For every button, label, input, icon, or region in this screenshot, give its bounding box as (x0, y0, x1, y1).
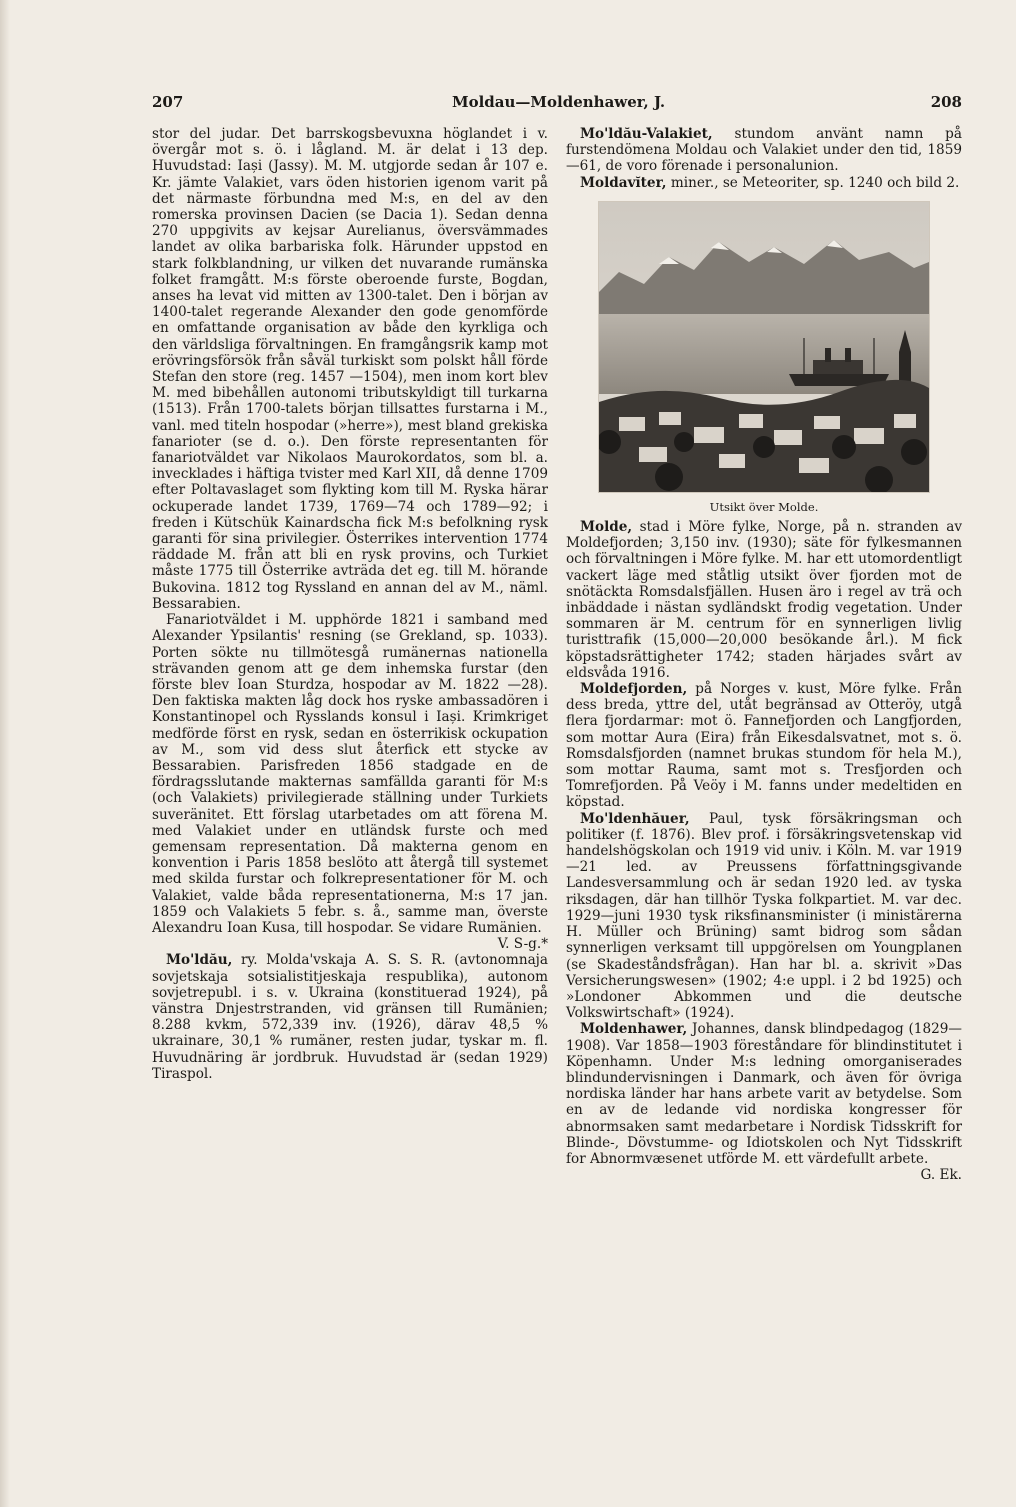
left-column (152, 126, 548, 1082)
page-number-left: 207 (152, 93, 184, 111)
fanariot-text: Fanariotväldet i M. upphörde 1821 i samband med Alexander Ypsilantis' resning (se Grekland, sp. 1033). Porten sökte nu tillmötesgå rumänernas nationella strävanden genom att ge dem inhemska furstar (den förste blev Ioan Sturdza, hospodar av M. 1822 —28). Den faktiska makten låg dock hos ryske ambassadören i Konstantinopel och Rysslands konsul i Iași. Krimkriget medförde först en rysk, sedan en österrikisk ockupation av M., som vid dess slut återfick ett stycke av Bessarabien. Parisfreden 1856 stadgade en de fördragsslutande makternas samfällda garanti för M:s (och Valakiets) privilegierade ställning under Turkiets suveränitet. Ett förslag utarbetades om att förena M. med Valakiet under en utländsk furste och med gemensam representation. Då makterna genom en konvention i Paris 1858 beslöto att återgå till systemet med skilda furstar och folkrepresentationer för M. och Valakiet, valde båda representationerna, M:s 17 jan. 1859 och Valakiets 5 febr. s. å., samme man, överste Alexandru Ioan Kusa, till hospodar. Se vidare Rumänien. (152, 612, 548, 936)
entry-text: miner., se Meteoriter, sp. 1240 och bild 2. (670, 174, 960, 191)
entry-headword: Moldefjorden, (580, 681, 688, 698)
page-edge (0, 0, 10, 1507)
entry-moldaviter (566, 175, 962, 191)
entry-moldau-assr (152, 952, 548, 1082)
molde-photo (598, 201, 930, 493)
entry-headword: Mo'ldenhăuer, (580, 810, 690, 827)
author-signature: V. S-g.* (497, 936, 548, 953)
moldau-history-text: stor del judar. Det barrskogsbevuxna höglandet i v. övergår mot s. ö. i lågland. M. är delat i 13 dep. Huvudstad: Iași (Jassy). M. M. utgjorde sedan år 107 e. Kr. jämte Valakiet, vars öden historien igenom varit på det närmaste förbundna med M:s, en del av den romerska provinsen Dacien (se Dacia 1). Sedan denna 270 uppgivits av kejsar Aurelianus, översvämmades landet av olika barbariska folk. Härunder uppstod en stark folkblandning, ur vilken det nuvarande rumänska folket framgått. M:s förste oberoende furste, Bogdan, anses ha levat vid mitten av 1300-talet. Den i början av 1400-talet regerande Alexander den gode genomförde en omfattande organisation av både den kyrkliga och den världsliga förvaltningen. En framgångsrik kamp mot erövringsförsök från såväl turkiskt som polskt håll förde Stefan den store (reg. 1457 —1504), men inom kort blev M. med bibehållen autonomi tributskyldigt till turkarna (1513). Från 1700-talets början tillsattes furstarna i M., vanl. med titeln hospodar (»herre»), mest bland grekiska fanarioter (se d. o.). Den förste representanten för fanariotväldet var Nikolaos Maurokordatos, som bl. a. invecklades i häftiga tvister med Karl XII, då denne 1709 efter Poltavaslaget som flykting kom till M. Ryska härar ockuperade landet 1739, 1769—74 och 1789—92; i freden i Kütschük Kainardscha fick M:s befolkning rysk garanti för sina privilegier. Österrikes intervention 1774 räddade M. från att bli en rysk provins, och Turkiet måste 1775 till Österrike avträda det eg. till M. hörande Bukovina. 1812 tog Ryssland en annan del av M., näml. Bessarabien. (152, 126, 548, 612)
entry-headword: Moldavĭter, (580, 174, 667, 191)
entry-text: stundom använt namn på furstendömena Moldau och Valakiet under den tid, 1859—61, de voro förenade i personalunion. (566, 126, 962, 175)
right-column (566, 126, 962, 1183)
entry-molde (566, 519, 962, 681)
page-header (152, 93, 962, 117)
page-number-right: 208 (930, 93, 962, 111)
entry-text: ry. Molda'vskaja A. S. S. R. (avtonomnaja sovjetskaja sotsialistitjeskaja respublika), autonom sovjetrepubl. i s. v. Ukraina (konstituerad 1924), på vänstra Dnjestrstranden, vid gränsen till Rumänien; 8.288 kvkm, 572,339 inv. (1926), därav 48,5 % ukrainare, 30,1 % rumäner, resten judar, tyskar m. fl. Huvudnäring är jordbruk. Huvudstad är (sedan 1929) Tiraspol. (152, 952, 548, 1082)
entry-headword: Moldenhawer, (580, 1021, 688, 1038)
entry-headword: Mo'ldău-Valakiet, (580, 126, 713, 142)
fanariot-paragraph (152, 612, 548, 953)
entry-text: Johannes, dansk blindpedagog (1829—1908). Var 1858—1903 föreståndare för blindinstitutet i Köpenhamn. Under M:s ledning omorganiserades blindundervisningen i Danmark, och även för övriga nordiska länder har hans arbete varit av betydelse. Som en av de ledande vid nordiska kongresser för abnormsaken samt medarbetare i Nordisk Tidsskrift for Blinde-, Dövstumme- og Idiotskolen och Nyt Tidsskrift for Abnormvæsenet utförde M. ett värdefullt arbete. (566, 1021, 962, 1167)
entry-moldenhauer (566, 811, 962, 1022)
entry-headword: Molde, (580, 519, 633, 536)
entry-headword: Mo'ldău, (166, 952, 233, 969)
entry-text: på Norges v. kust, Möre fylke. Från dess breda, yttre del, utåt begränsad av Otteröy, utgå flera fjordarmar: mot ö. Fannefjorden och Langfjorden, som mottar Aura (Eira) från Eikesdalsvatnet, mot s. ö. Romsdalsfjorden (namnet brukas stundom för hela M.), som mottar Rauma, samt mot s. Tresfjorden och Tomrefjorden. På Veöy i M. fanns under medeltiden en köpstad. (566, 681, 962, 811)
entry-text: Paul, tysk försäkringsman och politiker (f. 1876). Blev prof. i försäkringsvetenskap vid handelshögskolan och 1919 vid univ. i Köln. M. var 1919—21 led. av Preussens författningsgivande Landesversammlung och är sedan 1920 led. av tyska riksdagen, där han tillhör Tyska folkpartiet. M. var dec. 1929—juni 1930 tysk riksfinansminister (i ministärerna H. Müller och Brüning) samt bidrog som sådan synnerligen verksamt till uppgörelsen om Youngplanen (se Skadeståndsfrågan). Han har bl. a. skrivit »Das Versicherungswesen» (1902; 4:e uppl. i 2 bd 1925) och »Londoner Abkommen und die deutsche Volkswirtschaft» (1924). (566, 810, 962, 1022)
running-head: Moldau—Moldenhawer, J. (452, 93, 666, 111)
figure-molde (566, 201, 962, 515)
author-signature: G. Ek. (920, 1167, 962, 1184)
entry-moldenhawer (566, 1021, 962, 1184)
entry-moldefjorden (566, 681, 962, 811)
figure-caption: Utsikt över Molde. (709, 499, 819, 514)
entry-moldau-valakiet (566, 126, 962, 175)
entry-text: stad i Möre fylke, Norge, på n. stranden av Moldefjorden; 3,150 inv. (1930); säte för fylkesmannen och förvaltningen i Möre fylke. M. har ett utomordentligt vackert läge med ståtlig utsikt över fjorden mot de snötäckta Romsdalsfjällen. Husen äro i regel av trä och inbäddade i nästan sydländskt frodig vegetation. Under sommaren är M. centrum för en synnerligen livlig turisttrafik (15,000—20,000 besökande årl.). M fick köpstadsrättigheter 1742; staden härjades svårt av eldsvåda 1916. (566, 519, 962, 681)
